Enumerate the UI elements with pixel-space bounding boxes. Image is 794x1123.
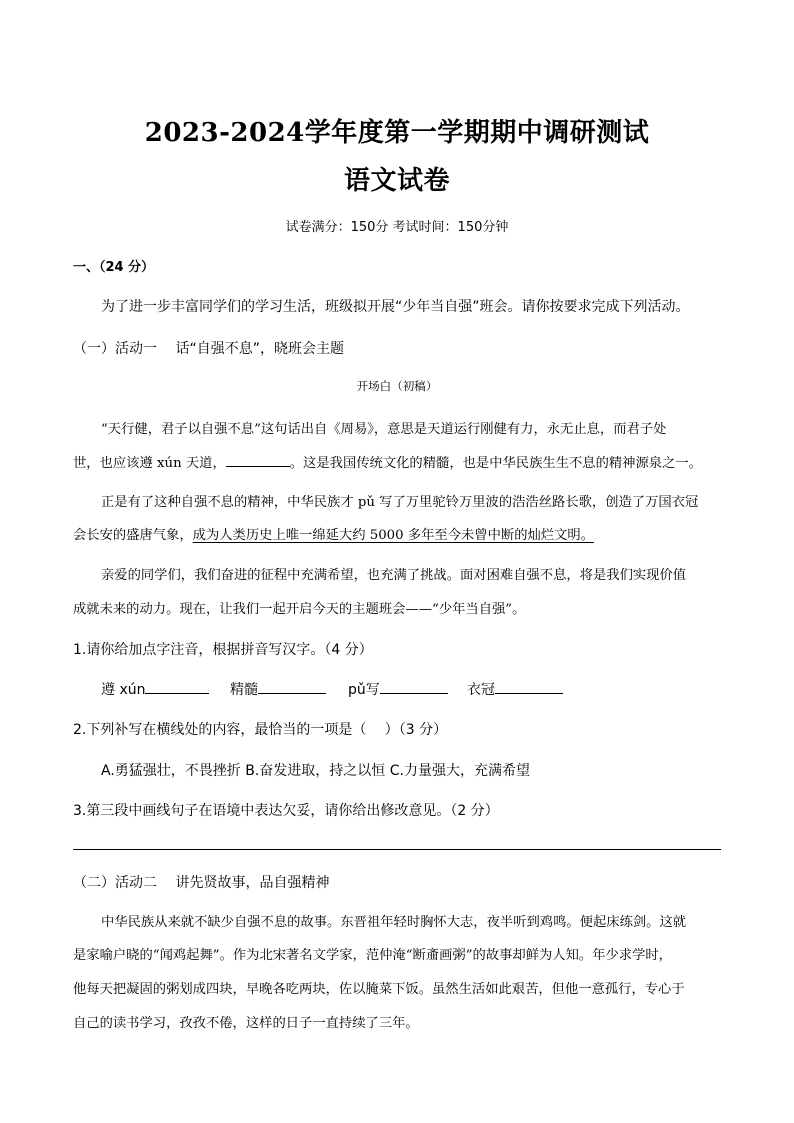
activity2-title: （二）活动二 讲先贤故事，品自强精神 xyxy=(73,875,330,891)
activity1-title: （一）活动一 话“自强不息”，晓班会主题 xyxy=(73,341,344,357)
exam-meta: 试卷满分：150分 考试时间：150分钟 xyxy=(285,220,509,235)
paragraph1-line1: “天行健，君子以自强不息”这句话出自《周易》，意思是天道运行刚健有力，永无止息，而君子处 xyxy=(101,422,667,437)
story-line-4: 自己的读书学习，孜孜不倦，这样的日子一直持续了三年。 xyxy=(73,1016,419,1031)
paragraph3-line1: 亲爱的同学们，我们奋进的征程中充满希望，也充满了挑战。面对困难自强不息，将是我们实现价值 xyxy=(101,568,687,583)
q1-item-label: 精髓 xyxy=(230,682,258,698)
page-title: 2023-2024学年度第一学期期中调研测试 xyxy=(144,118,650,148)
q1-item-4 xyxy=(467,679,563,699)
q1-blank-1[interactable] xyxy=(145,681,209,694)
paragraph2-line2 xyxy=(73,524,594,543)
question-2-options: A.勇猛强壮，不畏挫折 B.奋发进取，持之以恒 C.力量强大，充满希望 xyxy=(101,763,530,779)
paragraph2-line1: 正是有了这种自强不息的精神，中华民族才 pǔ 写了万里驼铃万里波的浩浩丝路长歌，创造了万国衣冠 xyxy=(101,495,699,510)
q1-item-label: 遵 xún xyxy=(101,682,146,698)
paragraph3-line2: 成就未来的动力。现在，让我们一起开启今天的主题班会——“少年当自强”。 xyxy=(73,602,526,617)
answer-line[interactable] xyxy=(73,849,721,850)
section-intro: 为了进一步丰富同学们的学习生活，班级拟开展“少年当自强”班会。请你按要求完成下列活动。 xyxy=(101,299,690,315)
question-2: 2.下列补写在横线处的内容，最恰当的一项是（ ）（3 分） xyxy=(73,722,448,738)
q1-item-3 xyxy=(348,679,448,699)
q1-blank-2[interactable] xyxy=(258,681,326,694)
underlined-sentence: 成为人类历史上唯一绵延大约 5000 多年至今未曾中断的灿烂文明。 xyxy=(192,528,594,543)
q1-item-label: pǔ写 xyxy=(348,682,380,698)
answer-blank[interactable] xyxy=(226,454,290,467)
paragraph1-line2-start: 世，也应该遵 xún 天道， xyxy=(73,456,226,471)
q1-item-2 xyxy=(230,679,326,699)
paragraph2-line2-start: 会长安的盛唐气象， xyxy=(73,528,193,543)
question-1: 1.请你给加点字注音，根据拼音写汉字。（4 分） xyxy=(73,642,373,658)
q1-blank-4[interactable] xyxy=(495,681,563,694)
story-line-1: 中华民族从来就不缺少自强不息的故事。东晋祖年轻时胸怀大志，夜半听到鸡鸣。便起床练剑。这就 xyxy=(101,915,687,930)
paragraph1-line2-end: 。这是我国传统文化的精髓，也是中华民族生生不息的精神源泉之一。 xyxy=(289,456,702,471)
draft-title: 开场白（初稿） xyxy=(356,379,438,393)
page-subtitle: 语文试卷 xyxy=(343,166,450,196)
story-line-2: 是家喻户晓的“闻鸡起舞”。作为北宋著名文学家，范仲淹“断齑画粥”的故事却鲜为人知。年少求学时， xyxy=(73,948,672,963)
q1-item-label: 衣冠 xyxy=(467,682,495,698)
q1-item-1 xyxy=(101,679,209,699)
paragraph1-line2 xyxy=(73,452,702,471)
question-3: 3.第三段中画线句子在语境中表达欠妥，请你给出修改意见。（2 分） xyxy=(73,803,499,819)
q1-blank-3[interactable] xyxy=(380,681,448,694)
section-heading: 一、（24 分） xyxy=(73,260,155,275)
story-line-3: 他每天把凝固的粥划成四块，早晚各吃两块，佐以腌菜下饭。虽然生活如此艰苦，但他一意孤行，专心于 xyxy=(73,982,685,997)
